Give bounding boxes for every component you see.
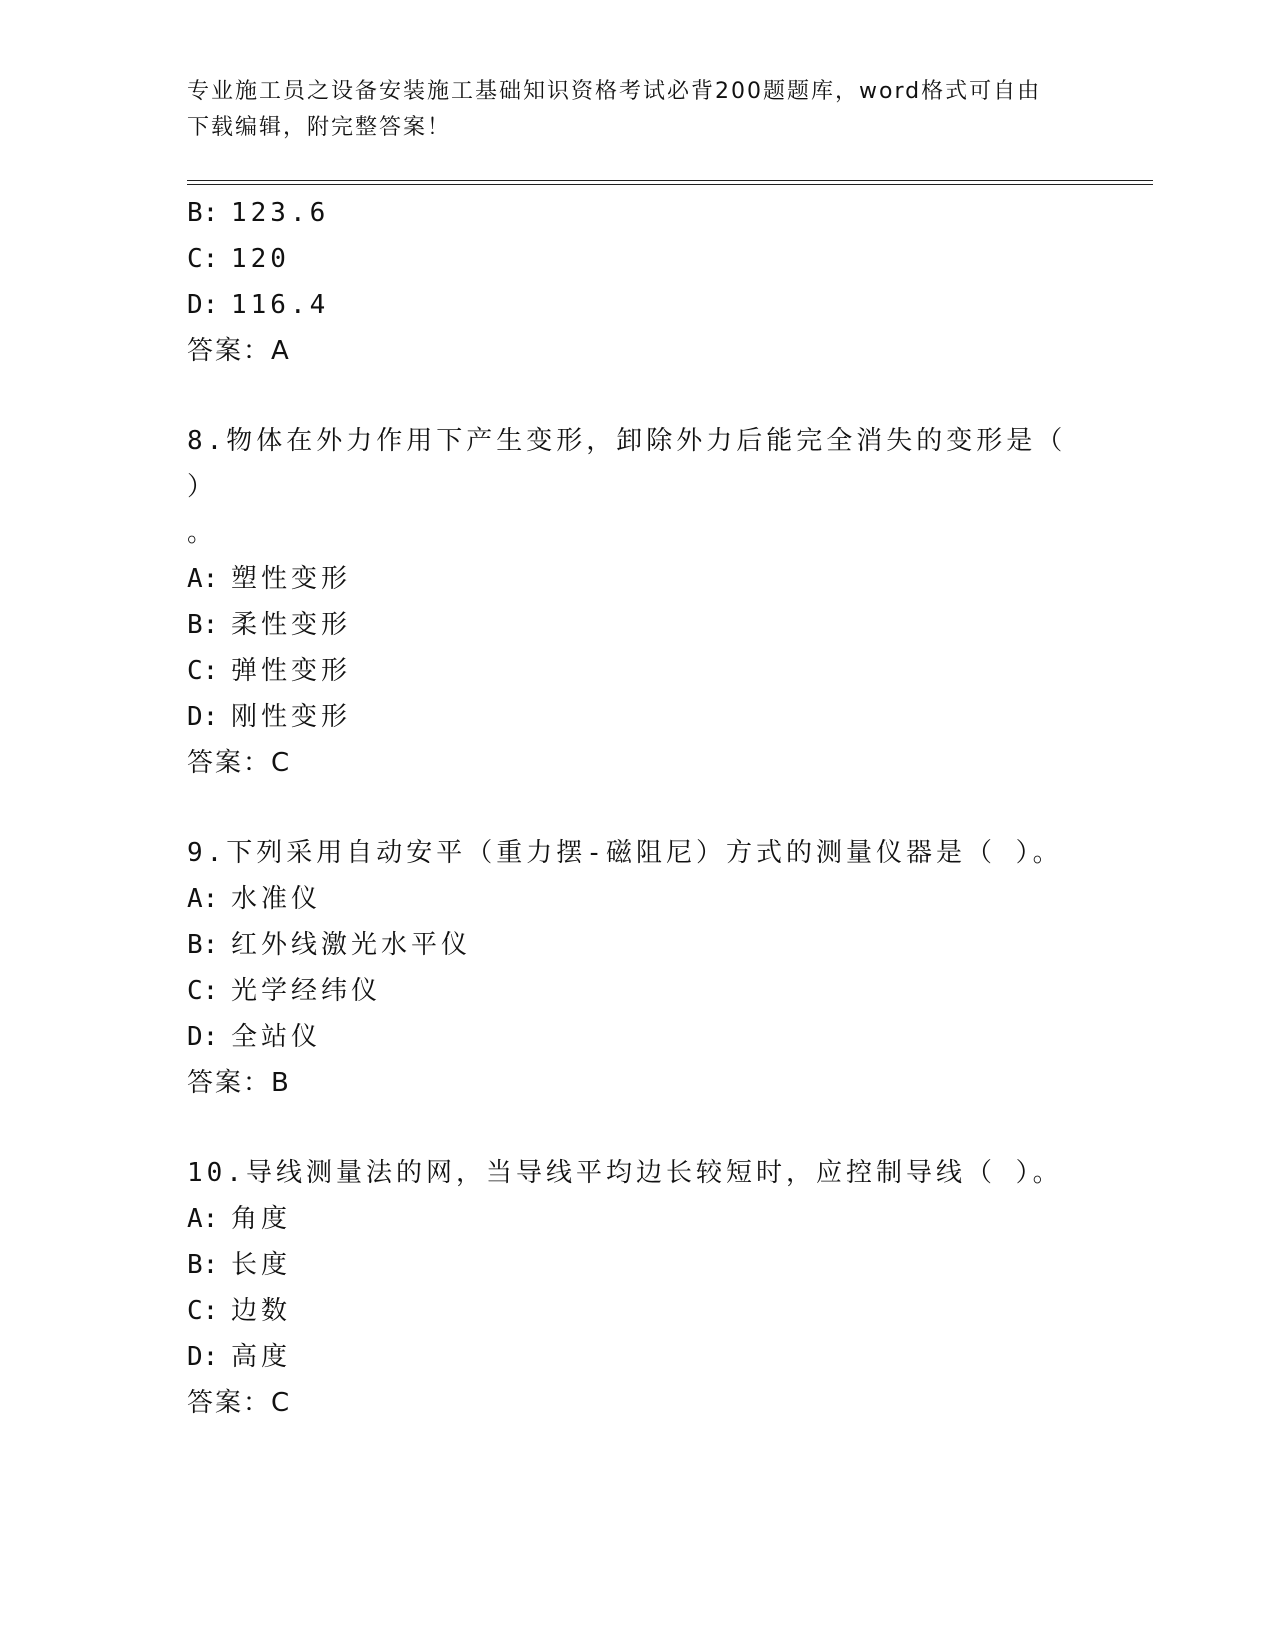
option-text: 红外线激光水平仪: [231, 930, 472, 960]
document-header: [187, 74, 1067, 146]
question-7-continued: [187, 190, 1087, 374]
question-text: 9.下列采用自动安平（重力摆-磁阻尼）方式的测量仪器是（ ）。: [187, 838, 1063, 868]
option-label: D:: [187, 290, 219, 320]
option-a: [187, 876, 1087, 922]
option-text: 角度: [231, 1204, 292, 1234]
option-text: 柔性变形: [231, 610, 352, 640]
option-text: 高度: [231, 1342, 292, 1372]
option-c: [187, 648, 1087, 694]
option-d: [187, 282, 1087, 328]
option-label: B:: [187, 930, 219, 960]
option-text: 116.4: [231, 290, 330, 320]
answer-line: 答案：B: [187, 1068, 291, 1098]
header-line-2: 下载编辑，附完整答案！: [187, 115, 452, 140]
option-text: 120: [231, 244, 290, 274]
header-divider-bottom: [187, 184, 1153, 185]
option-text: 长度: [231, 1250, 292, 1280]
option-label: C:: [187, 976, 219, 1006]
option-a: [187, 556, 1087, 602]
question-text: 10.导线测量法的网，当导线平均边长较短时，应控制导线（ ）。: [187, 1158, 1063, 1188]
option-c: [187, 236, 1087, 282]
option-c: [187, 1288, 1087, 1334]
option-label: B:: [187, 1250, 219, 1280]
answer-line: 答案：C: [187, 748, 292, 778]
option-text: 边数: [231, 1296, 292, 1326]
option-label: A:: [187, 564, 219, 594]
header-divider-top: [187, 180, 1153, 181]
option-label: C:: [187, 1296, 219, 1326]
option-b: [187, 190, 1087, 236]
answer-line: 答案：C: [187, 1388, 292, 1418]
option-d: [187, 1014, 1087, 1060]
option-label: A:: [187, 1204, 219, 1234]
option-label: B:: [187, 610, 219, 640]
header-line-1: 专业施工员之设备安装施工基础知识资格考试必背200题题库，word格式可自由: [187, 79, 1042, 104]
option-text: 123.6: [231, 198, 330, 228]
option-text: 光学经纬仪: [231, 976, 382, 1006]
option-c: [187, 968, 1087, 1014]
option-b: [187, 922, 1087, 968]
option-d: [187, 1334, 1087, 1380]
option-label: D:: [187, 702, 219, 732]
option-text: 弹性变形: [231, 656, 352, 686]
option-label: D:: [187, 1022, 219, 1052]
option-text: 全站仪: [231, 1022, 322, 1052]
option-a: [187, 1196, 1087, 1242]
question-8: [187, 418, 1087, 786]
option-label: C:: [187, 656, 219, 686]
option-label: C:: [187, 244, 219, 274]
question-text-continuation: 。: [187, 518, 214, 548]
option-b: [187, 1242, 1087, 1288]
question-list: [187, 190, 1087, 1426]
option-label: D:: [187, 1342, 219, 1372]
option-label: A:: [187, 884, 219, 914]
question-10: [187, 1150, 1087, 1426]
question-9: [187, 830, 1087, 1106]
option-b: [187, 602, 1087, 648]
option-label: B:: [187, 198, 219, 228]
option-text: 水准仪: [231, 884, 322, 914]
option-text: 刚性变形: [231, 702, 352, 732]
option-text: 塑性变形: [231, 564, 352, 594]
answer-line: 答案：A: [187, 336, 291, 366]
question-text: 8.物体在外力作用下产生变形，卸除外力后能完全消失的变形是（ ）: [187, 426, 1067, 502]
option-d: [187, 694, 1087, 740]
